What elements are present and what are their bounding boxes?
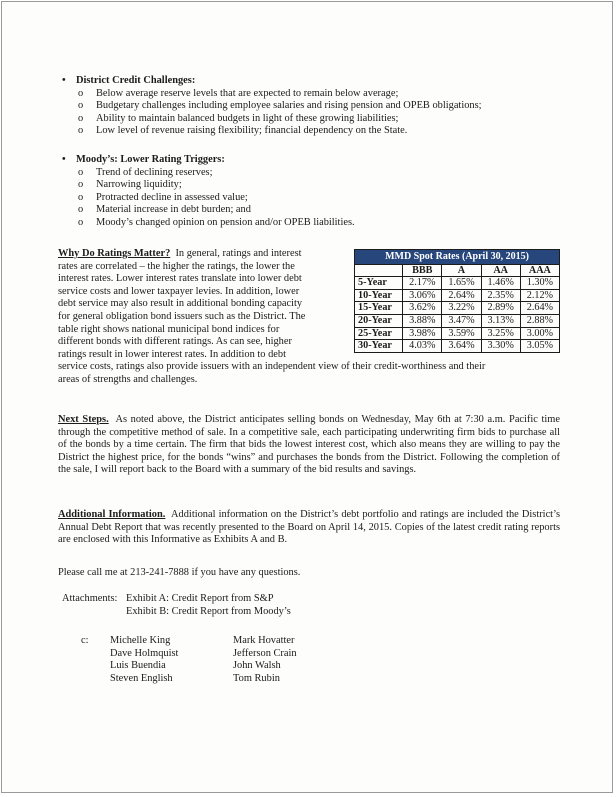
ratings-matter-heading: Why Do Ratings Matter?	[58, 248, 171, 259]
table-cell: 3.06%	[403, 289, 442, 302]
bullet-icon: •	[62, 154, 66, 165]
table-cell: 2.17%	[403, 277, 442, 290]
table-row	[355, 327, 560, 340]
contact-line: Please call me at 213-241-7888 if you have any questions.	[58, 567, 301, 578]
row-header: 15-Year	[355, 302, 403, 315]
cc-name: Luis Buendia	[110, 660, 166, 672]
row-header: 30-Year	[355, 340, 403, 353]
cc-name: Steven English	[110, 672, 173, 684]
list-item: o Material increase in debt burden; and	[78, 204, 251, 216]
list-item: o Protracted decline in assessed value;	[78, 191, 248, 203]
circle-bullet-icon: o	[78, 204, 84, 216]
cc-name: John Walsh	[233, 660, 281, 672]
table-cell: 1.46%	[481, 277, 520, 290]
attachment-item: Exhibit A: Credit Report from S&P	[126, 593, 274, 604]
circle-bullet-icon: o	[78, 112, 84, 124]
table-cell: 2.64%	[520, 302, 559, 315]
credit-challenges-section	[58, 75, 563, 138]
rating-triggers-section	[58, 154, 563, 230]
table-cell: 3.13%	[481, 314, 520, 327]
table-cell: 3.22%	[442, 302, 481, 315]
circle-bullet-icon: o	[78, 191, 84, 203]
cc-label: c:	[81, 635, 89, 646]
table-cell: 3.05%	[520, 340, 559, 353]
table-cell: 3.30%	[481, 340, 520, 353]
table-title: MMD Spot Rates (April 30, 2015)	[355, 250, 560, 265]
table-row	[355, 340, 560, 353]
cc-name: Dave Holmquist	[110, 647, 179, 659]
table-header-row	[355, 264, 560, 277]
credit-challenges-heading: District Credit Challenges:	[76, 75, 196, 86]
cc-right-column	[233, 635, 297, 685]
table-cell: 3.98%	[403, 327, 442, 340]
additional-info-paragraph: Additional Information. Additional information on the District’s debt portfolio and ratings are included the District’s Annual Debt Report that was recently presented to the Board on April 14, 2015. Copies of the latest credit rating reports are enclosed with this Informative as Exhibits A and B.	[58, 509, 560, 546]
cc-name: Jefferson Crain	[233, 647, 297, 659]
circle-bullet-icon: o	[78, 179, 84, 191]
table-cell: 3.88%	[403, 314, 442, 327]
ratings-matter-paragraph: Why Do Ratings Matter? In general, ratings and interest rates are correlated – the higher the ratings, the lower the interest rates. Lower interest rates translate into lower debt service costs and lower taxpayer levies. In addition, lower debt service may also result in additional bonding capacity for general obligation bond issuers such as the District. The table right shows national municipal bond indices for different bonds with different ratings. As can see, higher ratings result in lower interest rates. In addition to debt service costs, ratings also provide issuers with an independent view of their credit-worthiness and their areas of strengths and challenges.	[58, 248, 486, 385]
row-header: 10-Year	[355, 289, 403, 302]
table-cell: 3.25%	[481, 327, 520, 340]
list-item: o Ability to maintain balanced budgets in light of these growing liabilities;	[78, 112, 399, 124]
next-steps-paragraph: Next Steps. As noted above, the District anticipates selling bonds on Wednesday, May 6th at 7:30 a.m. Pacific time through the competitive method of sale. In a competitive sale, each participating underwriting firm bids to purchase all of the bonds by a time certain. The firm that bids the lowest interest cost, which also means they are willing to pay the District the highest price, for the bonds “wins” and purchases the bonds from the District. Following the completion of the sale, I will report back to the Board with a summary of the bid results and savings.	[58, 414, 561, 476]
next-steps-heading: Next Steps.	[58, 414, 109, 425]
cc-name: Mark Hovatter	[233, 635, 295, 646]
circle-bullet-icon: o	[78, 125, 84, 137]
cc-name: Tom Rubin	[233, 672, 280, 684]
table-cell: 4.03%	[403, 340, 442, 353]
table-cell: 1.30%	[520, 277, 559, 290]
row-header: 5-Year	[355, 277, 403, 290]
table-cell: 3.62%	[403, 302, 442, 315]
row-header: 25-Year	[355, 327, 403, 340]
table-cell: 2.12%	[520, 289, 559, 302]
table-cell: 3.47%	[442, 314, 481, 327]
attachment-item: Exhibit B: Credit Report from Moody’s	[126, 606, 291, 617]
column-header: AA	[481, 264, 520, 277]
row-header: 20-Year	[355, 314, 403, 327]
table-row	[355, 289, 560, 302]
additional-info-heading: Additional Information.	[58, 509, 166, 520]
column-header: AAA	[520, 264, 559, 277]
rating-triggers-heading: Moody’s: Lower Rating Triggers:	[76, 154, 225, 165]
circle-bullet-icon: o	[78, 216, 84, 228]
circle-bullet-icon: o	[78, 166, 84, 178]
column-header: BBB	[403, 264, 442, 277]
table-cell: 2.88%	[520, 314, 559, 327]
table-row	[355, 277, 560, 290]
table-cell: 2.64%	[442, 289, 481, 302]
table-cell: 2.89%	[481, 302, 520, 315]
document-page	[1, 1, 613, 793]
cc-left-column	[110, 635, 178, 685]
attachments-label: Attachments:	[62, 593, 118, 604]
list-item: o Moody’s changed opinion on pension and/or OPEB liabilities.	[78, 216, 355, 228]
table-cell: 3.59%	[442, 327, 481, 340]
circle-bullet-icon: o	[78, 100, 84, 112]
mmd-spot-rates-table	[354, 249, 560, 353]
list-item: o Budgetary challenges including employee salaries and rising pension and OPEB obligations;	[78, 100, 482, 112]
table-cell: 2.35%	[481, 289, 520, 302]
bullet-icon: •	[62, 75, 66, 86]
list-item: o Trend of declining reserves;	[78, 166, 213, 178]
table-row	[355, 314, 560, 327]
list-item: o Low level of revenue raising flexibility; financial dependency on the State.	[78, 125, 408, 137]
table-row	[355, 302, 560, 315]
cc-name: Michelle King	[110, 635, 171, 646]
list-item: o Below average reserve levels that are expected to remain below average;	[78, 87, 399, 99]
column-header: A	[442, 264, 481, 277]
table-cell: 3.64%	[442, 340, 481, 353]
credit-challenges-list	[58, 88, 563, 138]
table-cell: 1.65%	[442, 277, 481, 290]
table-cell: 3.00%	[520, 327, 559, 340]
circle-bullet-icon: o	[78, 87, 84, 99]
list-item: o Narrowing liquidity;	[78, 179, 182, 191]
rating-triggers-list	[58, 167, 563, 230]
